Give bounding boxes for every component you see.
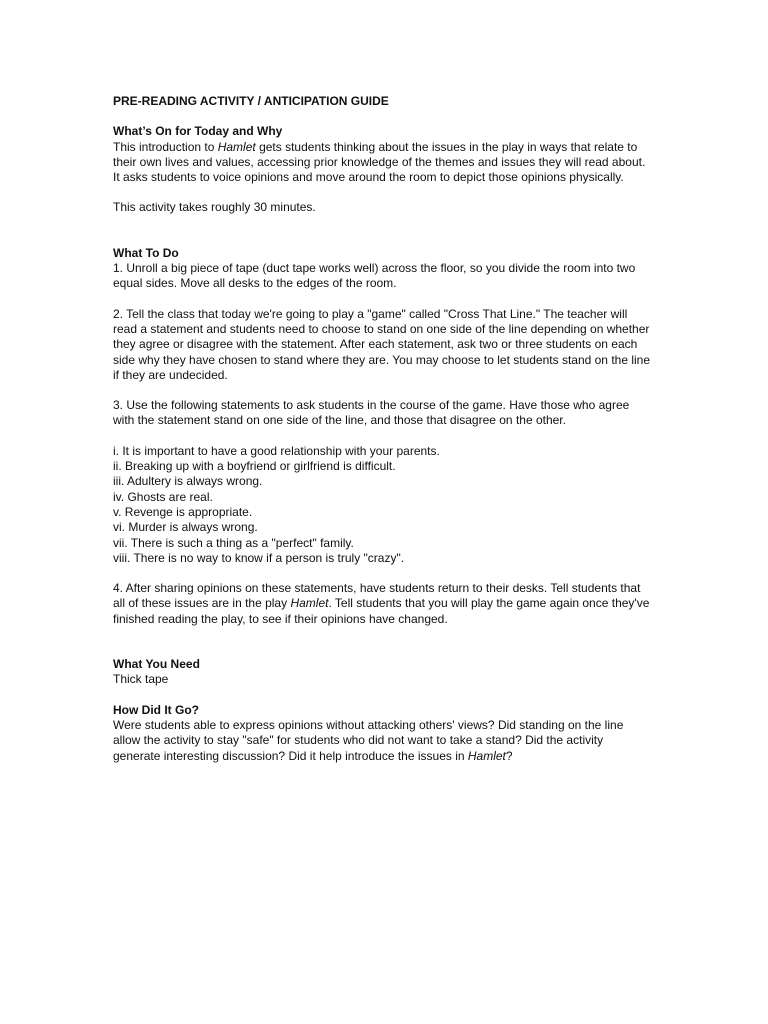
reflection-text-after: ? bbox=[505, 748, 513, 763]
section-heading-todo: What To Do bbox=[113, 245, 179, 260]
intro-paragraph bbox=[113, 140, 653, 186]
statement-item: vii. There is such a thing as a "perfect" family. bbox=[113, 535, 354, 550]
statements-list bbox=[113, 444, 653, 566]
step-1: 1. Unroll a big piece of tape (duct tape works well) across the floor, so you divide the room into two equal sides. Move all desks to the edges of the room. bbox=[113, 261, 636, 291]
step-4-text-before: 4. After sharing opinions on these statements, have students return to their desks. Tell students that all of these issues are in the play bbox=[113, 581, 641, 611]
statement-item: iv. Ghosts are real. bbox=[113, 489, 213, 504]
step-4 bbox=[113, 581, 653, 627]
statement-item: vi. Murder is always wrong. bbox=[113, 520, 258, 535]
reflection-title-hamlet: Hamlet bbox=[467, 748, 506, 763]
section-heading-why: What’s On for Today and Why bbox=[113, 124, 283, 139]
statement-item: v. Revenge is appropriate. bbox=[113, 504, 253, 519]
intro-text-before: This introduction to bbox=[113, 139, 218, 154]
step-3: 3. Use the following statements to ask students in the course of the game. Have those who agree with the statement stand on one side of the line, and those that disagree on the other. bbox=[113, 398, 630, 428]
statement-item: i. It is important to have a good relationship with your parents. bbox=[113, 443, 440, 458]
reflection-paragraph bbox=[113, 718, 653, 764]
step-4-title-hamlet: Hamlet bbox=[290, 596, 329, 611]
document-content bbox=[113, 94, 653, 764]
materials-item: Thick tape bbox=[113, 672, 169, 687]
statement-item: viii. There is no way to know if a person is truly "crazy". bbox=[113, 550, 405, 565]
duration-text: This activity takes roughly 30 minutes. bbox=[113, 200, 316, 215]
statement-item: iii. Adultery is always wrong. bbox=[113, 474, 263, 489]
step-4-text-after: . Tell students that you will play the game again once they've finished reading the play, to see if their opinions have changed. bbox=[113, 596, 650, 626]
reflection-text-before: Were students able to express opinions without attacking others' views? Did standing on the line allow the activity to stay "safe" for students who did not want to take a stand? Did the activity generate interesting discussion? Did it help introduce the issues in bbox=[113, 717, 624, 763]
section-heading-need: What You Need bbox=[113, 657, 200, 672]
step-2: 2. Tell the class that today we're going to play a "game" called "Cross That Line." The teacher will read a statement and students need to choose to stand on one side of the line depending on whether they agree or disagree with the statement. After each statement, ask two or three students on each side why they have chosen to stand where they are. You may choose to let students stand on the line if they are undecided. bbox=[113, 306, 651, 382]
intro-text-after: gets students thinking about the issues in the play in ways that relate to their own lives and values, accessing prior knowledge of the themes and issues they will read about. It asks students to voice opinions and move around the room to depict those opinions physically. bbox=[113, 139, 646, 185]
document-title: PRE-READING ACTIVITY / ANTICIPATION GUIDE bbox=[113, 94, 389, 108]
intro-title-hamlet: Hamlet bbox=[217, 139, 256, 154]
statement-item: ii. Breaking up with a boyfriend or girlfriend is difficult. bbox=[113, 459, 396, 474]
section-heading-go: How Did It Go? bbox=[113, 702, 199, 717]
